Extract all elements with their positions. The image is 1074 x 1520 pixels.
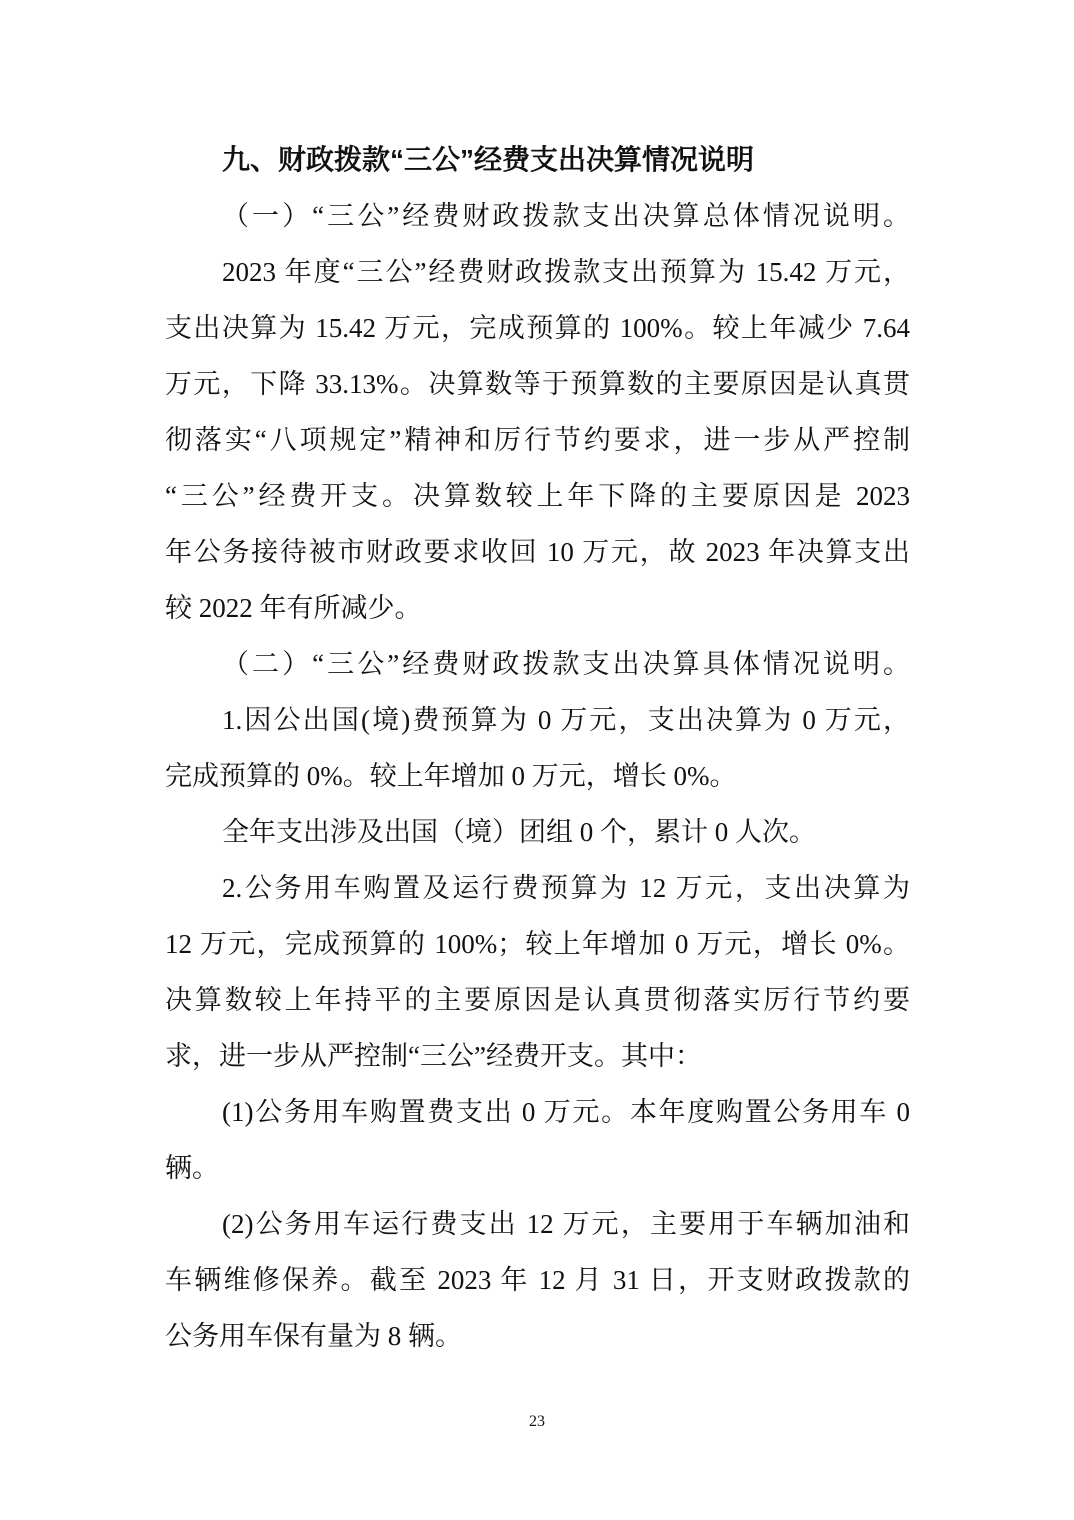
item-2-sub-2-line: (2)公务用车运行费支出 12 万元，主要用于车辆加油和 bbox=[222, 1209, 910, 1239]
item-2-sub-1-line: (1)公务用车购置费支出 0 万元。本年度购置公务用车 0 bbox=[222, 1097, 910, 1127]
paragraph-line: 较 2022 年有所减少。 bbox=[165, 593, 422, 623]
item-2-line: 求，进一步从严控制“三公”经费开支。其中： bbox=[165, 1041, 702, 1071]
paragraph-line: 年公务接待被市财政要求收回 10 万元，故 2023 年决算支出 bbox=[165, 537, 910, 567]
item-1-line: 完成预算的 0%。较上年增加 0 万元，增长 0%。 bbox=[165, 761, 737, 791]
page-number: 23 bbox=[529, 1413, 545, 1430]
subsection-1-title: （一）“三公”经费财政拨款支出决算总体情况说明。 bbox=[222, 201, 910, 231]
paragraph-line: “三公”经费开支。决算数较上年下降的主要原因是 2023 bbox=[165, 481, 910, 511]
item-2-sub-2-line: 公务用车保有量为 8 辆。 bbox=[165, 1321, 462, 1351]
item-1-note: 全年支出涉及出国（境）团组 0 个，累计 0 人次。 bbox=[222, 817, 816, 847]
item-2-sub-2-line: 车辆维修保养。截至 2023 年 12 月 31 日，开支财政拨款的 bbox=[165, 1265, 910, 1295]
paragraph-line: 彻落实“八项规定”精神和厉行节约要求，进一步从严控制 bbox=[165, 425, 910, 455]
section-heading: 九、财政拨款“三公”经费支出决算情况说明 bbox=[222, 144, 755, 175]
item-2-line: 2.公务用车购置及运行费预算为 12 万元，支出决算为 bbox=[222, 873, 910, 903]
paragraph-line: 万元，下降 33.13%。决算数等于预算数的主要原因是认真贯 bbox=[165, 369, 910, 399]
item-2-line: 决算数较上年持平的主要原因是认真贯彻落实厉行节约要 bbox=[165, 985, 910, 1015]
item-2-line: 12 万元，完成预算的 100%；较上年增加 0 万元，增长 0%。 bbox=[165, 929, 910, 959]
paragraph-line: 2023 年度“三公”经费财政拨款支出预算为 15.42 万元， bbox=[222, 257, 910, 287]
item-1-line: 1.因公出国(境)费预算为 0 万元，支出决算为 0 万元， bbox=[222, 705, 910, 735]
paragraph-line: 支出决算为 15.42 万元，完成预算的 100%。较上年减少 7.64 bbox=[165, 313, 910, 343]
document-body bbox=[165, 132, 910, 1364]
item-2-sub-1-line: 辆。 bbox=[165, 1153, 219, 1183]
subsection-2-title: （二）“三公”经费财政拨款支出决算具体情况说明。 bbox=[222, 649, 910, 679]
